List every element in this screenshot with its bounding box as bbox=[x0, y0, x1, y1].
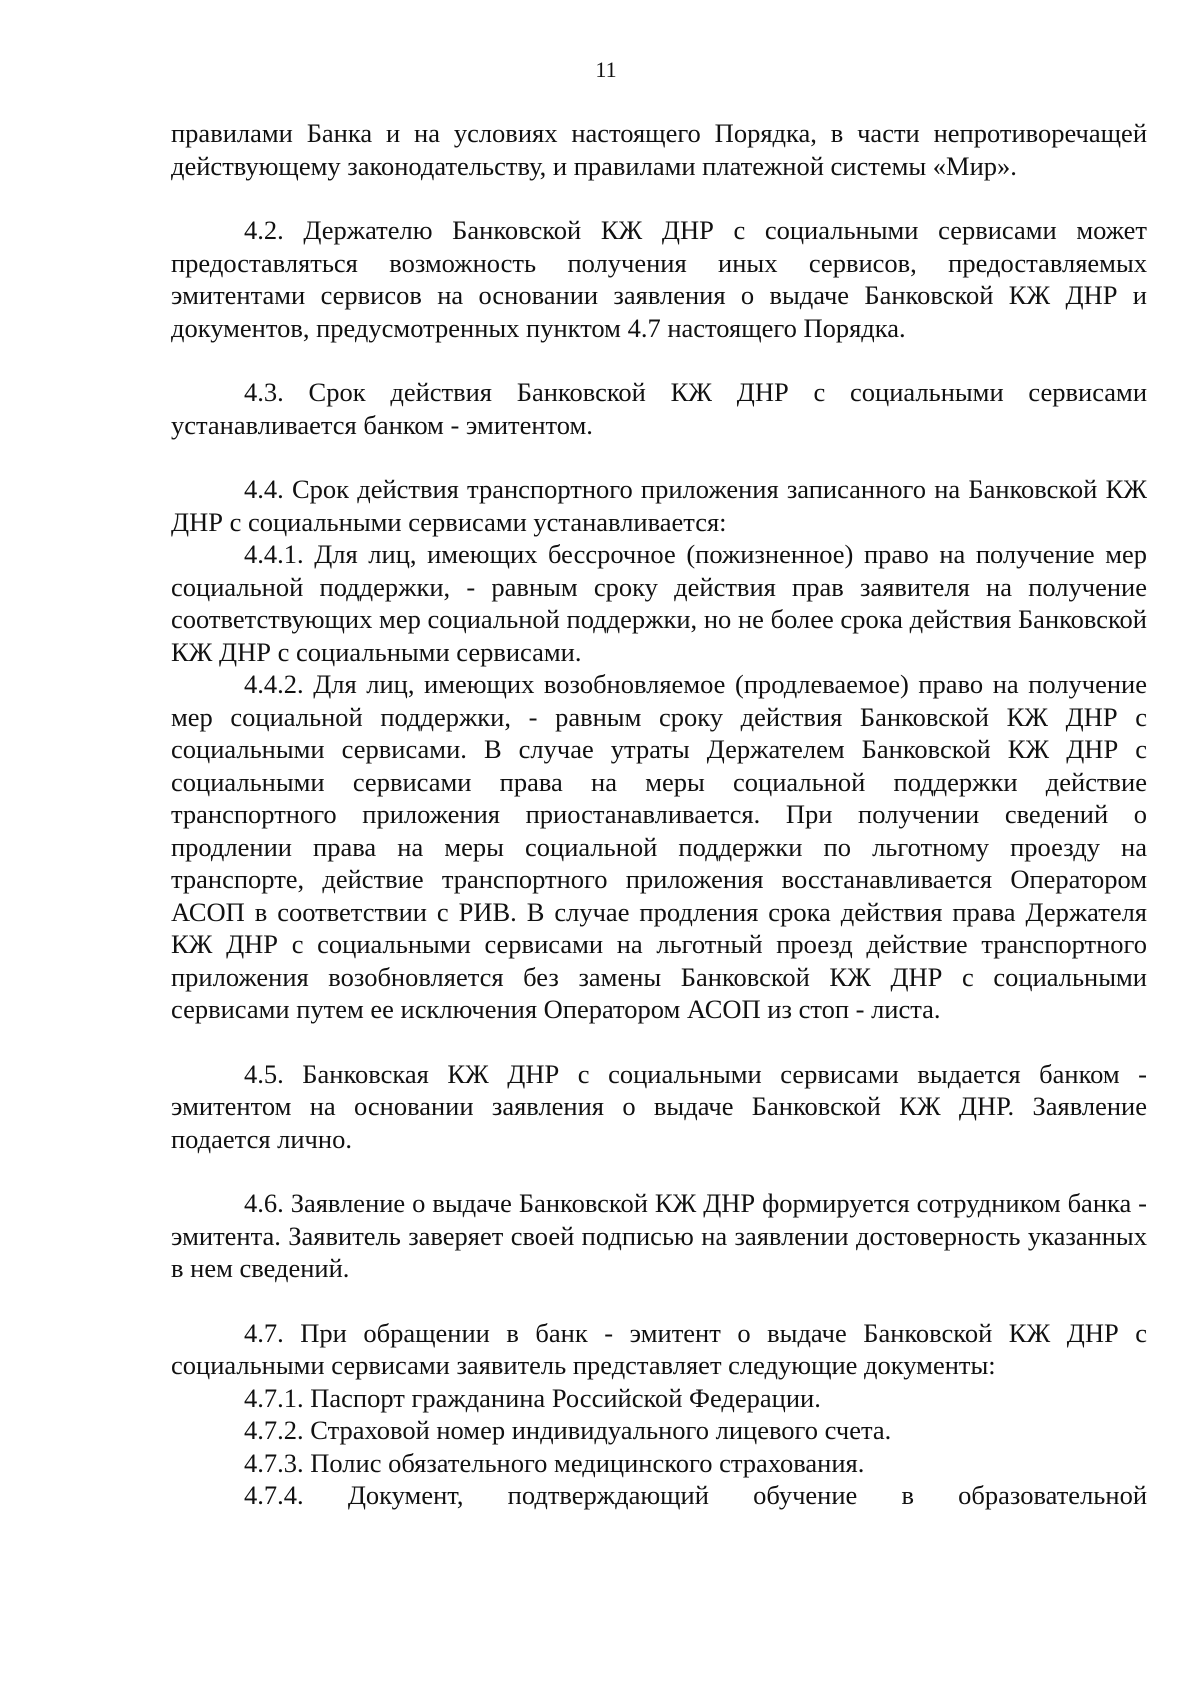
paragraph-4-7: 4.7. При обращении в банк - эмитент о выдаче Банковской КЖ ДНР с социальными сервисами заявитель представляет следующие документы: bbox=[171, 1317, 1147, 1380]
paragraph-intro: правилами Банка и на условиях настоящего Порядка, в части непротиворечащей действующему законодательству, и правилами платежной системы «Мир». bbox=[171, 118, 1147, 181]
document-body bbox=[171, 117, 1147, 1512]
paragraph-4-6: 4.6. Заявление о выдаче Банковской КЖ ДНР формируется сотрудником банка - эмитента. Заявитель заверяет своей подписью на заявлении достоверность указанных в нем сведений. bbox=[171, 1188, 1147, 1283]
page-number: 11 bbox=[595, 57, 617, 82]
paragraph-4-7-1: 4.7.1. Паспорт гражданина Российской Федерации. bbox=[244, 1382, 821, 1413]
paragraph-4-3: 4.3. Срок действия Банковской КЖ ДНР с социальными сервисами устанавливается банком - эмитентом. bbox=[171, 377, 1147, 440]
paragraph-4-7-4: 4.7.4. Документ, подтверждающий обучение в образовательной bbox=[244, 1480, 1147, 1510]
paragraph-4-5: 4.5. Банковская КЖ ДНР с социальными сервисами выдается банком - эмитентом на основании заявления о выдаче Банковской КЖ ДНР. Заявление подается лично. bbox=[171, 1058, 1147, 1154]
paragraph-4-4-1: 4.4.1. Для лиц, имеющих бессрочное (пожизненное) право на получение мер социальной поддержки, - равным сроку действия прав заявителя на получение соответствующих мер социальной поддержки, но не более срока действия Банковской КЖ ДНР с социальными сервисами. bbox=[171, 539, 1147, 667]
paragraph-4-4-2: 4.4.2. Для лиц, имеющих возобновляемое (продлеваемое) право на получение мер социальной поддержки, - равным сроку действия Банковской КЖ ДНР с социальными сервисами. В случае утраты Держателем Банковской КЖ ДНР с социальными сервисами права на меры социальной поддержки действие транспортного приложения приостанавливается. При получении сведений о продлении права на меры социальной поддержки по льготному проезду на транспорте, действие транспортного приложения восстанавливается Оператором АСОП в соответствии с РИВ. В случае продления срока действия права Держателя КЖ ДНР с социальными сервисами на льготный проезд действие транспортного приложения возобновляется без замены Банковской КЖ ДНР с социальными сервисами путем ее исключения Оператором АСОП из стоп - листа. bbox=[171, 669, 1147, 1024]
paragraph-4-7-3: 4.7.3. Полис обязательного медицинского страхования. bbox=[244, 1447, 865, 1478]
paragraph-4-4: 4.4. Срок действия транспортного приложения записанного на Банковской КЖ ДНР с социальными сервисами устанавливается: bbox=[171, 474, 1147, 537]
paragraph-4-7-2: 4.7.2. Страховой номер индивидуального лицевого счета. bbox=[244, 1415, 892, 1445]
paragraph-4-2: 4.2. Держателю Банковской КЖ ДНР с социальными сервисами может предоставляться возможность получения иных сервисов, предоставляемых эмитентами сервисов на основании заявления о выдаче Банковской КЖ ДНР и документов, предусмотренных пунктом 4.7 настоящего Порядка. bbox=[171, 215, 1147, 343]
